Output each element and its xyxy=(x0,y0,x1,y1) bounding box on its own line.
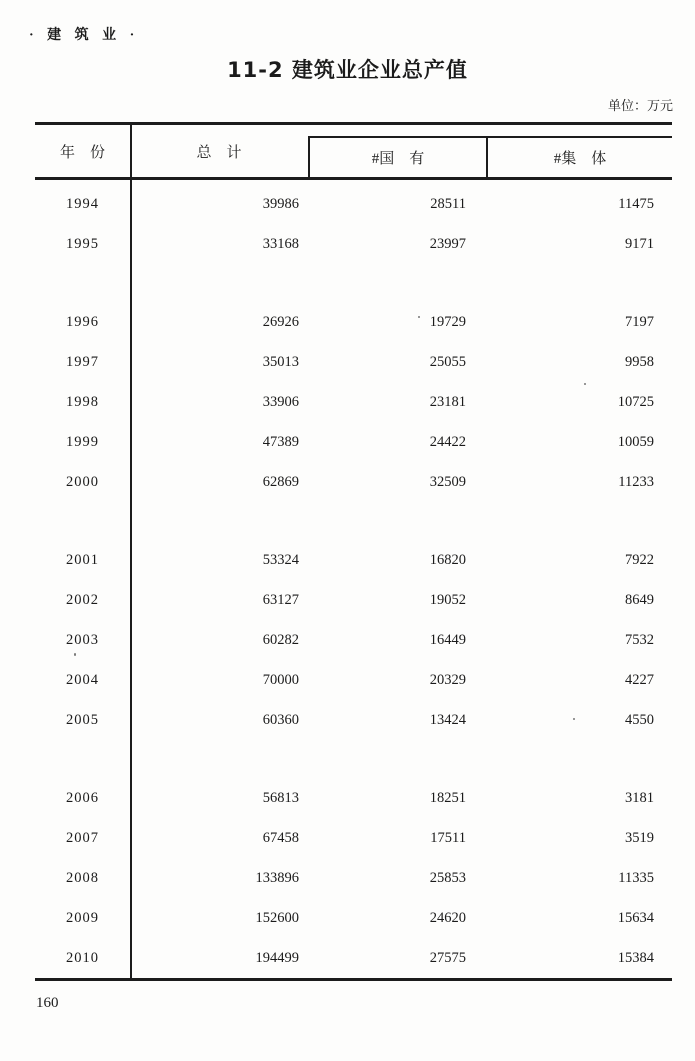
total-cell: 56813 xyxy=(262,789,299,806)
year-cell: 2001 xyxy=(66,551,99,568)
year-cell: 1996 xyxy=(66,313,99,330)
year-cell: 2009 xyxy=(66,909,99,926)
total-cell: 60282 xyxy=(262,631,299,648)
collective-cell: 11335 xyxy=(618,869,654,886)
total-cell: 53324 xyxy=(262,551,299,568)
collective-cell: 9958 xyxy=(625,353,654,370)
total-cell: 133896 xyxy=(255,869,299,886)
scan-speck xyxy=(573,718,575,720)
year-cell: 1997 xyxy=(66,353,99,370)
collective-cell: 7197 xyxy=(625,313,654,330)
year-cell: 2006 xyxy=(66,789,99,806)
unit-note: 单位：万元 xyxy=(607,98,673,113)
state-owned-cell: 20329 xyxy=(429,671,466,688)
column-header-collective: #集 体 xyxy=(553,151,607,167)
total-cell: 70000 xyxy=(262,671,299,688)
year-cell: 2003 xyxy=(66,631,99,648)
collective-cell: 8649 xyxy=(625,591,654,608)
state-owned-cell: 19729 xyxy=(429,313,466,330)
state-owned-cell: 16820 xyxy=(429,551,466,568)
total-cell: 33906 xyxy=(262,393,299,410)
state-owned-cell: 24422 xyxy=(429,433,466,450)
collective-cell: 3181 xyxy=(625,789,654,806)
page-number: 160 xyxy=(36,995,59,1011)
scan-speck xyxy=(584,383,586,385)
collective-cell: 4550 xyxy=(625,711,654,728)
year-cell: 1995 xyxy=(66,235,99,252)
collective-cell: 15384 xyxy=(617,949,654,966)
running-header: · 建 筑 业 · xyxy=(29,28,140,43)
state-owned-cell: 17511 xyxy=(430,829,466,846)
subheader-box xyxy=(308,136,672,177)
collective-cell: 4227 xyxy=(625,671,654,688)
total-cell: 67458 xyxy=(262,829,299,846)
collective-cell: 10725 xyxy=(617,393,654,410)
year-cell: 2005 xyxy=(66,711,99,728)
collective-cell: 10059 xyxy=(617,433,654,450)
state-owned-cell: 16449 xyxy=(429,631,466,648)
scan-speck xyxy=(74,653,76,656)
state-owned-cell: 13424 xyxy=(429,711,466,728)
state-owned-cell: 23181 xyxy=(429,393,466,410)
year-cell: 2002 xyxy=(66,591,99,608)
state-owned-cell: 19052 xyxy=(429,591,466,608)
collective-cell: 11475 xyxy=(618,195,654,212)
column-header-state-owned: #国 有 xyxy=(310,138,488,177)
total-cell: 60360 xyxy=(262,711,299,728)
total-cell: 47389 xyxy=(262,433,299,450)
year-cell: 1998 xyxy=(66,393,99,410)
state-owned-cell: 24620 xyxy=(429,909,466,926)
state-owned-cell: 18251 xyxy=(429,789,466,806)
collective-cell: 11233 xyxy=(618,473,654,490)
state-owned-cell: 28511 xyxy=(430,195,466,212)
year-column-divider xyxy=(130,125,132,978)
state-owned-cell: 25853 xyxy=(429,869,466,886)
scan-speck xyxy=(418,316,420,318)
table-title: 11-2 建筑业企业总产值 xyxy=(227,58,468,82)
column-header-year: 年 份 xyxy=(59,144,105,161)
column-header-total: 总 计 xyxy=(196,144,242,161)
state-owned-cell: 27575 xyxy=(429,949,466,966)
collective-cell: 7532 xyxy=(625,631,654,648)
year-cell: 2010 xyxy=(66,949,99,966)
total-cell: 39986 xyxy=(262,195,299,212)
total-cell: 35013 xyxy=(262,353,299,370)
total-cell: 62869 xyxy=(262,473,299,490)
collective-cell: 7922 xyxy=(625,551,654,568)
stat-table xyxy=(35,122,672,981)
collective-cell: 15634 xyxy=(617,909,654,926)
total-cell: 63127 xyxy=(262,591,299,608)
state-owned-cell: 32509 xyxy=(429,473,466,490)
total-cell: 33168 xyxy=(262,235,299,252)
year-cell: 2008 xyxy=(66,869,99,886)
total-cell: 26926 xyxy=(262,313,299,330)
state-owned-cell: 23997 xyxy=(429,235,466,252)
year-cell: 1994 xyxy=(66,195,99,212)
year-cell: 2000 xyxy=(66,473,99,490)
year-cell: 1999 xyxy=(66,433,99,450)
collective-cell: 9171 xyxy=(625,235,654,252)
state-owned-cell: 25055 xyxy=(429,353,466,370)
collective-cell: 3519 xyxy=(625,829,654,846)
total-cell: 152600 xyxy=(255,909,299,926)
total-cell: 194499 xyxy=(255,949,299,966)
year-cell: 2007 xyxy=(66,829,99,846)
year-cell: 2004 xyxy=(66,671,99,688)
